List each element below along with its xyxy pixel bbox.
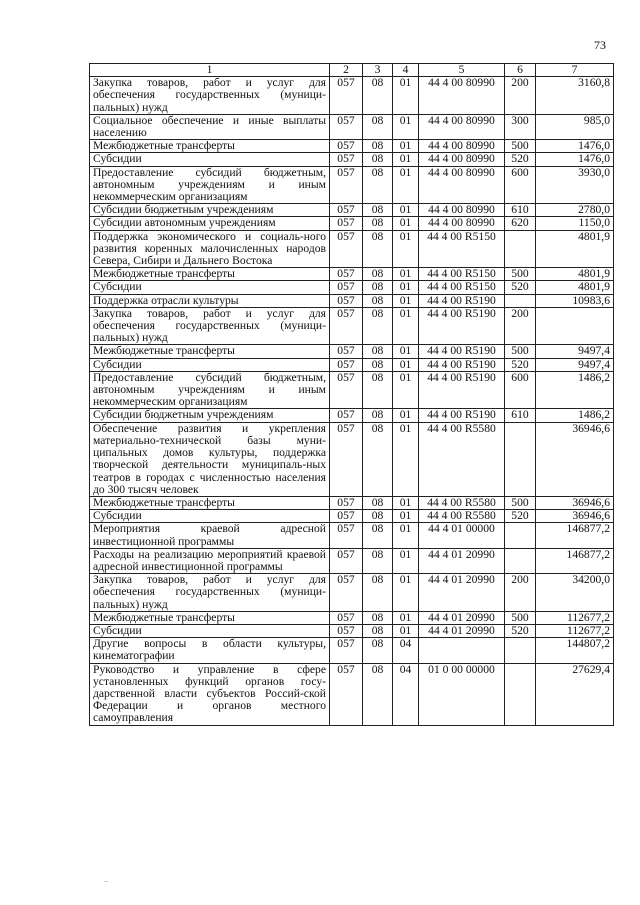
row-subsection: 01 [393,153,419,166]
row-amount: 112677,2 [536,611,614,624]
row-section: 08 [363,496,393,509]
row-type: 500 [505,345,536,358]
row-section: 08 [363,345,393,358]
row-ministry: 057 [330,217,363,230]
row-amount: 36946,6 [536,510,614,523]
row-subsection: 01 [393,611,419,624]
row-subsection: 01 [393,371,419,409]
row-section: 08 [363,548,393,573]
row-name: Предоставление субсидий бюджетным, автономным учреждениям и иным некоммерческим организациям [90,166,330,204]
row-type: 600 [505,166,536,204]
table-row [90,510,614,523]
row-name: Закупка товаров, работ и услуг для обеспечения государственных (муници-пальных) нужд [90,574,330,612]
row-type: 610 [505,409,536,422]
row-name: Расходы на реализацию мероприятий краевой адресной инвестиционной программы [90,548,330,573]
row-amount: 1476,0 [536,153,614,166]
stray-mark: .. [104,875,108,884]
row-type: 500 [505,611,536,624]
row-target: 44 4 00 80990 [419,204,505,217]
row-section: 08 [363,611,393,624]
row-target: 44 4 01 20990 [419,611,505,624]
row-type [505,294,536,307]
row-ministry: 057 [330,638,363,663]
row-type [505,523,536,548]
row-ministry: 057 [330,114,363,139]
row-target: 44 4 00 R5190 [419,294,505,307]
row-target: 44 4 00 R5150 [419,230,505,268]
row-ministry: 057 [330,496,363,509]
row-target: 44 4 00 80990 [419,166,505,204]
table-row [90,345,614,358]
row-target: 44 4 00 R5150 [419,268,505,281]
table-row [90,638,614,663]
row-name: Субсидии бюджетным учреждениям [90,409,330,422]
row-type [505,422,536,496]
row-name: Поддержка отрасли культуры [90,294,330,307]
row-name: Другие вопросы в области культуры, кинематографии [90,638,330,663]
row-target: 44 4 00 R5580 [419,496,505,509]
row-type: 500 [505,496,536,509]
row-subsection: 01 [393,294,419,307]
budget-table [89,63,614,726]
row-section: 08 [363,166,393,204]
row-type: 520 [505,358,536,371]
row-subsection: 04 [393,663,419,725]
row-section: 08 [363,153,393,166]
row-ministry: 057 [330,166,363,204]
table-row [90,611,614,624]
row-section: 08 [363,217,393,230]
row-subsection: 01 [393,345,419,358]
row-amount: 144807,2 [536,638,614,663]
table-row [90,114,614,139]
row-name: Межбюджетные трансферты [90,268,330,281]
row-type: 520 [505,510,536,523]
row-amount: 146877,2 [536,523,614,548]
row-target [419,638,505,663]
table-row [90,624,614,637]
row-ministry: 057 [330,268,363,281]
row-type [505,230,536,268]
row-subsection: 01 [393,204,419,217]
row-ministry: 057 [330,153,363,166]
row-subsection: 01 [393,422,419,496]
row-ministry: 057 [330,77,363,115]
row-type [505,548,536,573]
row-amount: 4801,9 [536,230,614,268]
row-amount: 36946,6 [536,496,614,509]
row-section: 08 [363,281,393,294]
row-subsection: 01 [393,523,419,548]
header-cell: 6 [505,64,536,77]
row-type: 520 [505,624,536,637]
row-amount: 112677,2 [536,624,614,637]
row-name: Закупка товаров, работ и услуг для обеспечения государственных (муници-пальных) нужд [90,307,330,345]
row-amount [536,307,614,345]
row-section: 08 [363,663,393,725]
row-subsection: 01 [393,268,419,281]
row-ministry: 057 [330,345,363,358]
row-ministry: 057 [330,371,363,409]
row-section: 08 [363,422,393,496]
header-cell: 5 [419,64,505,77]
row-amount: 1150,0 [536,217,614,230]
row-type: 520 [505,281,536,294]
table-row [90,422,614,496]
row-subsection: 01 [393,496,419,509]
row-type: 200 [505,307,536,345]
row-name: Субсидии [90,624,330,637]
row-section: 08 [363,230,393,268]
row-amount: 3930,0 [536,166,614,204]
row-subsection: 01 [393,548,419,573]
table-row [90,268,614,281]
row-name: Поддержка экономического и социаль-ного развития коренных малочисленных народов Севера, Сибири и Дальнего Востока [90,230,330,268]
row-name: Закупка товаров, работ и услуг для обеспечения государственных (муници-пальных) нужд [90,77,330,115]
row-type: 200 [505,574,536,612]
row-target: 44 4 00 80990 [419,114,505,139]
row-section: 08 [363,624,393,637]
row-ministry: 057 [330,611,363,624]
row-target: 44 4 01 00000 [419,523,505,548]
row-subsection: 01 [393,217,419,230]
row-subsection: 01 [393,624,419,637]
row-name: Межбюджетные трансферты [90,140,330,153]
row-subsection: 01 [393,140,419,153]
row-name: Субсидии [90,510,330,523]
row-target: 44 4 01 20990 [419,624,505,637]
row-name: Межбюджетные трансферты [90,611,330,624]
row-ministry: 057 [330,510,363,523]
row-subsection: 01 [393,114,419,139]
table-row [90,307,614,345]
row-name: Субсидии бюджетным учреждениям [90,204,330,217]
table-row [90,140,614,153]
row-amount: 146877,2 [536,548,614,573]
row-type [505,638,536,663]
row-section: 08 [363,114,393,139]
row-ministry: 057 [330,294,363,307]
table-row [90,523,614,548]
row-section: 08 [363,523,393,548]
table-row [90,574,614,612]
row-name: Обеспечение развития и укрепления материально-технической базы муни-ципальных домов культуры, поддержка творческой деятельности муниципаль-ных театров в городах с численностью населения до 300 тысяч человек [90,422,330,496]
table-row [90,409,614,422]
row-ministry: 057 [330,307,363,345]
row-section: 08 [363,510,393,523]
row-target: 44 4 01 20990 [419,548,505,573]
row-ministry: 057 [330,409,363,422]
row-name: Социальное обеспечение и иные выплаты населению [90,114,330,139]
row-type: 610 [505,204,536,217]
row-subsection: 01 [393,77,419,115]
table-row [90,294,614,307]
row-ministry: 057 [330,548,363,573]
row-section: 08 [363,307,393,345]
row-ministry: 057 [330,624,363,637]
row-target: 44 4 00 R5190 [419,345,505,358]
row-ministry: 057 [330,230,363,268]
row-amount: 3160,8 [536,77,614,115]
row-target: 44 4 00 R5580 [419,510,505,523]
row-name: Мероприятия краевой адресной инвестиционной программы [90,523,330,548]
row-name: Руководство и управление в сфере установленных функций органов госу-дарственной власти субъектов Россий-ской Федерации и органов местного самоуправления [90,663,330,725]
row-target: 44 4 00 R5190 [419,371,505,409]
row-subsection: 04 [393,638,419,663]
table-row [90,496,614,509]
row-name: Субсидии [90,281,330,294]
row-name: Предоставление субсидий бюджетным, автономным учреждениям и иным некоммерческим организациям [90,371,330,409]
row-amount: 10983,6 [536,294,614,307]
row-amount: 36946,6 [536,422,614,496]
table-row [90,230,614,268]
row-amount: 9497,4 [536,358,614,371]
table-row [90,204,614,217]
row-amount: 27629,4 [536,663,614,725]
row-target: 44 4 00 80990 [419,140,505,153]
row-target: 44 4 00 R5580 [419,422,505,496]
row-type: 300 [505,114,536,139]
header-cell: 7 [536,64,614,77]
row-type: 600 [505,371,536,409]
table-row [90,166,614,204]
row-ministry: 057 [330,574,363,612]
row-subsection: 01 [393,409,419,422]
row-target: 44 4 00 80990 [419,217,505,230]
row-type: 200 [505,77,536,115]
row-subsection: 01 [393,510,419,523]
row-name: Субсидии автономным учреждениям [90,217,330,230]
row-section: 08 [363,638,393,663]
table-row [90,217,614,230]
row-type: 620 [505,217,536,230]
row-subsection: 01 [393,307,419,345]
row-name: Межбюджетные трансферты [90,496,330,509]
row-name: Субсидии [90,153,330,166]
row-section: 08 [363,371,393,409]
row-amount: 2780,0 [536,204,614,217]
header-row [90,64,614,77]
row-amount: 34200,0 [536,574,614,612]
row-target: 44 4 00 R5190 [419,409,505,422]
row-amount: 1486,2 [536,409,614,422]
header-cell: 1 [90,64,330,77]
row-amount: 1486,2 [536,371,614,409]
row-subsection: 01 [393,230,419,268]
row-ministry: 057 [330,422,363,496]
row-section: 08 [363,204,393,217]
row-name: Межбюджетные трансферты [90,345,330,358]
row-ministry: 057 [330,140,363,153]
row-target: 44 4 00 R5150 [419,281,505,294]
row-type [505,663,536,725]
row-section: 08 [363,574,393,612]
row-section: 08 [363,77,393,115]
table-row [90,663,614,725]
header-cell: 2 [330,64,363,77]
row-section: 08 [363,409,393,422]
row-type: 500 [505,140,536,153]
row-target: 44 4 00 R5190 [419,307,505,345]
row-type: 500 [505,268,536,281]
row-type: 520 [505,153,536,166]
row-name: Субсидии [90,358,330,371]
row-amount: 9497,4 [536,345,614,358]
row-target: 44 4 01 20990 [419,574,505,612]
table-row [90,548,614,573]
row-target: 44 4 00 80990 [419,77,505,115]
row-section: 08 [363,140,393,153]
page-number: 73 [594,38,606,52]
table-row [90,77,614,115]
row-section: 08 [363,294,393,307]
row-ministry: 057 [330,663,363,725]
row-ministry: 057 [330,358,363,371]
row-amount: 985,0 [536,114,614,139]
table-row [90,153,614,166]
row-section: 08 [363,358,393,371]
row-amount: 4801,9 [536,268,614,281]
row-amount: 4801,9 [536,281,614,294]
row-subsection: 01 [393,281,419,294]
row-subsection: 01 [393,574,419,612]
row-target: 44 4 00 80990 [419,153,505,166]
row-subsection: 01 [393,358,419,371]
row-ministry: 057 [330,523,363,548]
row-ministry: 057 [330,204,363,217]
row-subsection: 01 [393,166,419,204]
header-cell: 3 [363,64,393,77]
table-row [90,358,614,371]
table-row [90,371,614,409]
row-target: 01 0 00 00000 [419,663,505,725]
row-amount: 1476,0 [536,140,614,153]
row-target: 44 4 00 R5190 [419,358,505,371]
row-section: 08 [363,268,393,281]
row-ministry: 057 [330,281,363,294]
header-cell: 4 [393,64,419,77]
table-row [90,281,614,294]
